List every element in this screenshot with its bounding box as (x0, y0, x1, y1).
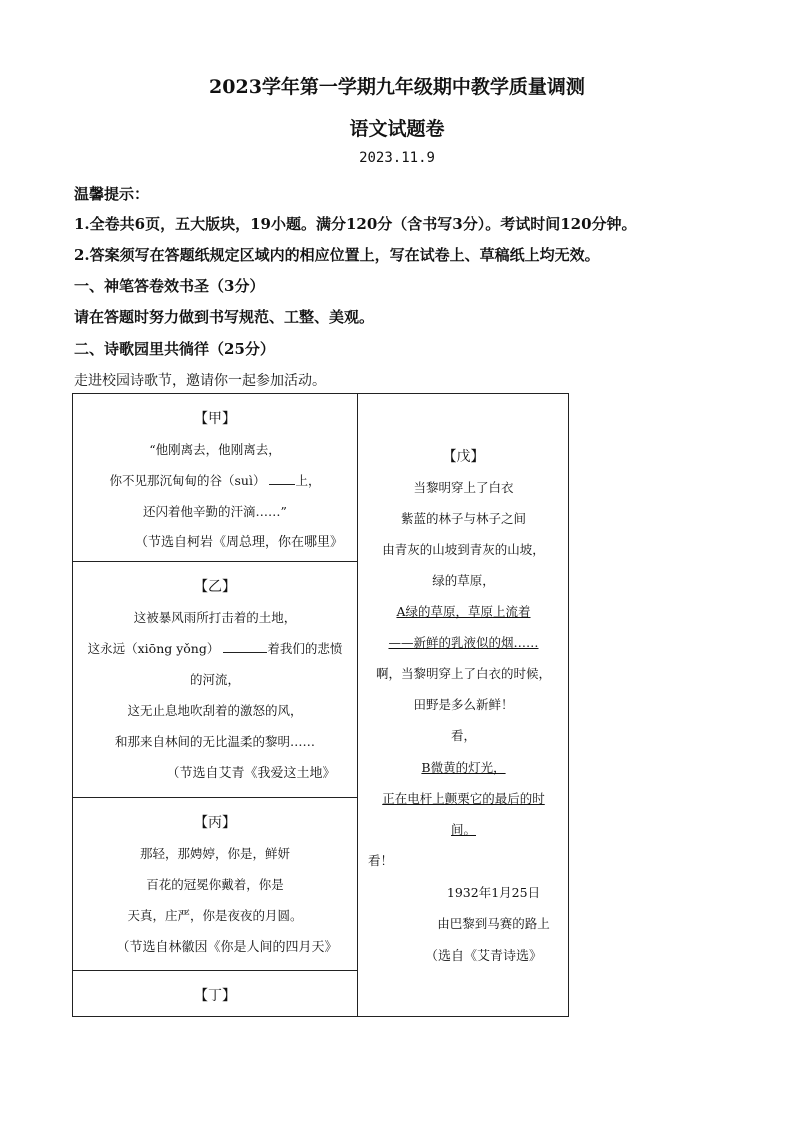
poem-wu-date: 1932年1月25日 (446, 885, 541, 900)
tips-item-1: 1.全卷共6页，五大版块，19小题。满分120分（含书写3分）。考试时间120分钟。 (74, 215, 637, 233)
poem-ding-label: 【丁】 (194, 988, 236, 1004)
poem-jia-line: “他刚离去，他刚离去， (149, 442, 281, 457)
fill-blank[interactable] (269, 472, 295, 485)
poem-wu-line: 当黎明穿上了白衣 (413, 480, 514, 495)
poem-yi-line: 这无止息地吹刮着的激怒的风， (127, 703, 303, 718)
poem-wu-line-underlined-b: B微黄的灯光， (421, 760, 506, 775)
poem-wu-line-underlined: 间。 (450, 822, 476, 837)
exam-title: 2023学年第一学期九年级期中教学质量调测 (209, 76, 585, 98)
poem-wu-line-underlined: ——新鲜的乳液似的烟…… (388, 635, 539, 650)
poem-jia-line-text: 你不见那沉甸甸的谷（suì） (109, 473, 266, 488)
poem-wu-line: 看！ (368, 853, 394, 868)
poem-yi-line: 和那来自林间的无比温柔的黎明…… (114, 734, 315, 749)
poem-jia-label: 【甲】 (194, 411, 236, 427)
row-divider (73, 970, 357, 971)
poem-wu-line-underlined-a: A绿的草原，草原上流着 (396, 604, 531, 619)
poem-wu-place: 由巴黎到马赛的路上 (437, 916, 550, 931)
poem-bing-line: 那轻，那娉婷，你是，鲜妍 (139, 846, 290, 861)
poem-table (72, 393, 569, 1017)
row-divider (73, 797, 357, 798)
poem-wu-line: 由青灰的山坡到青灰的山坡， (382, 542, 545, 557)
exam-subtitle: 语文试题卷 (349, 118, 445, 140)
tips-label: 温馨提示： (74, 185, 150, 203)
poem-wu-line: 紫蓝的林子与林子之间 (400, 511, 526, 526)
poem-wu-source: （选自《艾青诗选》 (424, 949, 542, 964)
poem-yi-label: 【乙】 (194, 579, 236, 595)
section-2-intro: 走进校园诗歌节，邀请你一起参加活动。 (74, 373, 326, 389)
fill-blank[interactable] (223, 640, 267, 653)
poem-jia-line-blank (73, 471, 357, 489)
row-divider (73, 561, 357, 562)
poem-bing-label: 【丙】 (194, 815, 236, 831)
poem-wu-line: 看， (450, 728, 476, 743)
poem-wu-line: 啊，当黎明穿上了白衣的时候， (375, 666, 551, 681)
poem-wu-line: 绿的草原， (432, 573, 495, 588)
poem-jia-line-text: 上， (295, 473, 321, 488)
poem-yi-line-blank (73, 639, 357, 657)
poem-yi-source: （节选自艾青《我爱这土地》 (166, 766, 336, 781)
poem-wu-line: 田野是多么新鲜！ (413, 697, 514, 712)
poem-bing-line: 百花的冠冕你戴着，你是 (146, 877, 284, 892)
poem-wu-line-underlined: 正在电杆上颤栗它的最后的时 (382, 791, 545, 806)
poem-wu-label: 【戊】 (442, 449, 485, 465)
poem-yi-line: 这被暴风雨所打击着的土地， (133, 610, 297, 625)
poem-bing-line: 天真，庄严，你是夜夜的月圆。 (127, 908, 303, 923)
section-2-heading: 二、诗歌园里共徜徉（25分） (74, 340, 275, 358)
poem-yi-line-text: 着我们的悲愤 (267, 641, 343, 656)
poem-jia-source: （节选自柯岩《周总理，你在哪里》 (134, 535, 343, 550)
section-1-heading: 一、神笔答卷效书圣（3分） (74, 277, 265, 295)
poem-bing-source: （节选自林徽因《你是人间的四月天》 (116, 940, 338, 955)
exam-date: 2023.11.9 (359, 150, 435, 166)
poem-jia-line: 还闪着他辛勤的汗滴……” (143, 504, 287, 519)
poem-yi-line-text: 这永远（xiōng yǒng） (87, 641, 220, 656)
tips-item-2: 2.答案须写在答题纸规定区域内的相应位置上，写在试卷上、草稿纸上均无效。 (74, 246, 600, 264)
poem-yi-line: 的河流， (189, 672, 240, 687)
section-1-text: 请在答题时努力做到书写规范、工整、美观。 (74, 308, 375, 326)
